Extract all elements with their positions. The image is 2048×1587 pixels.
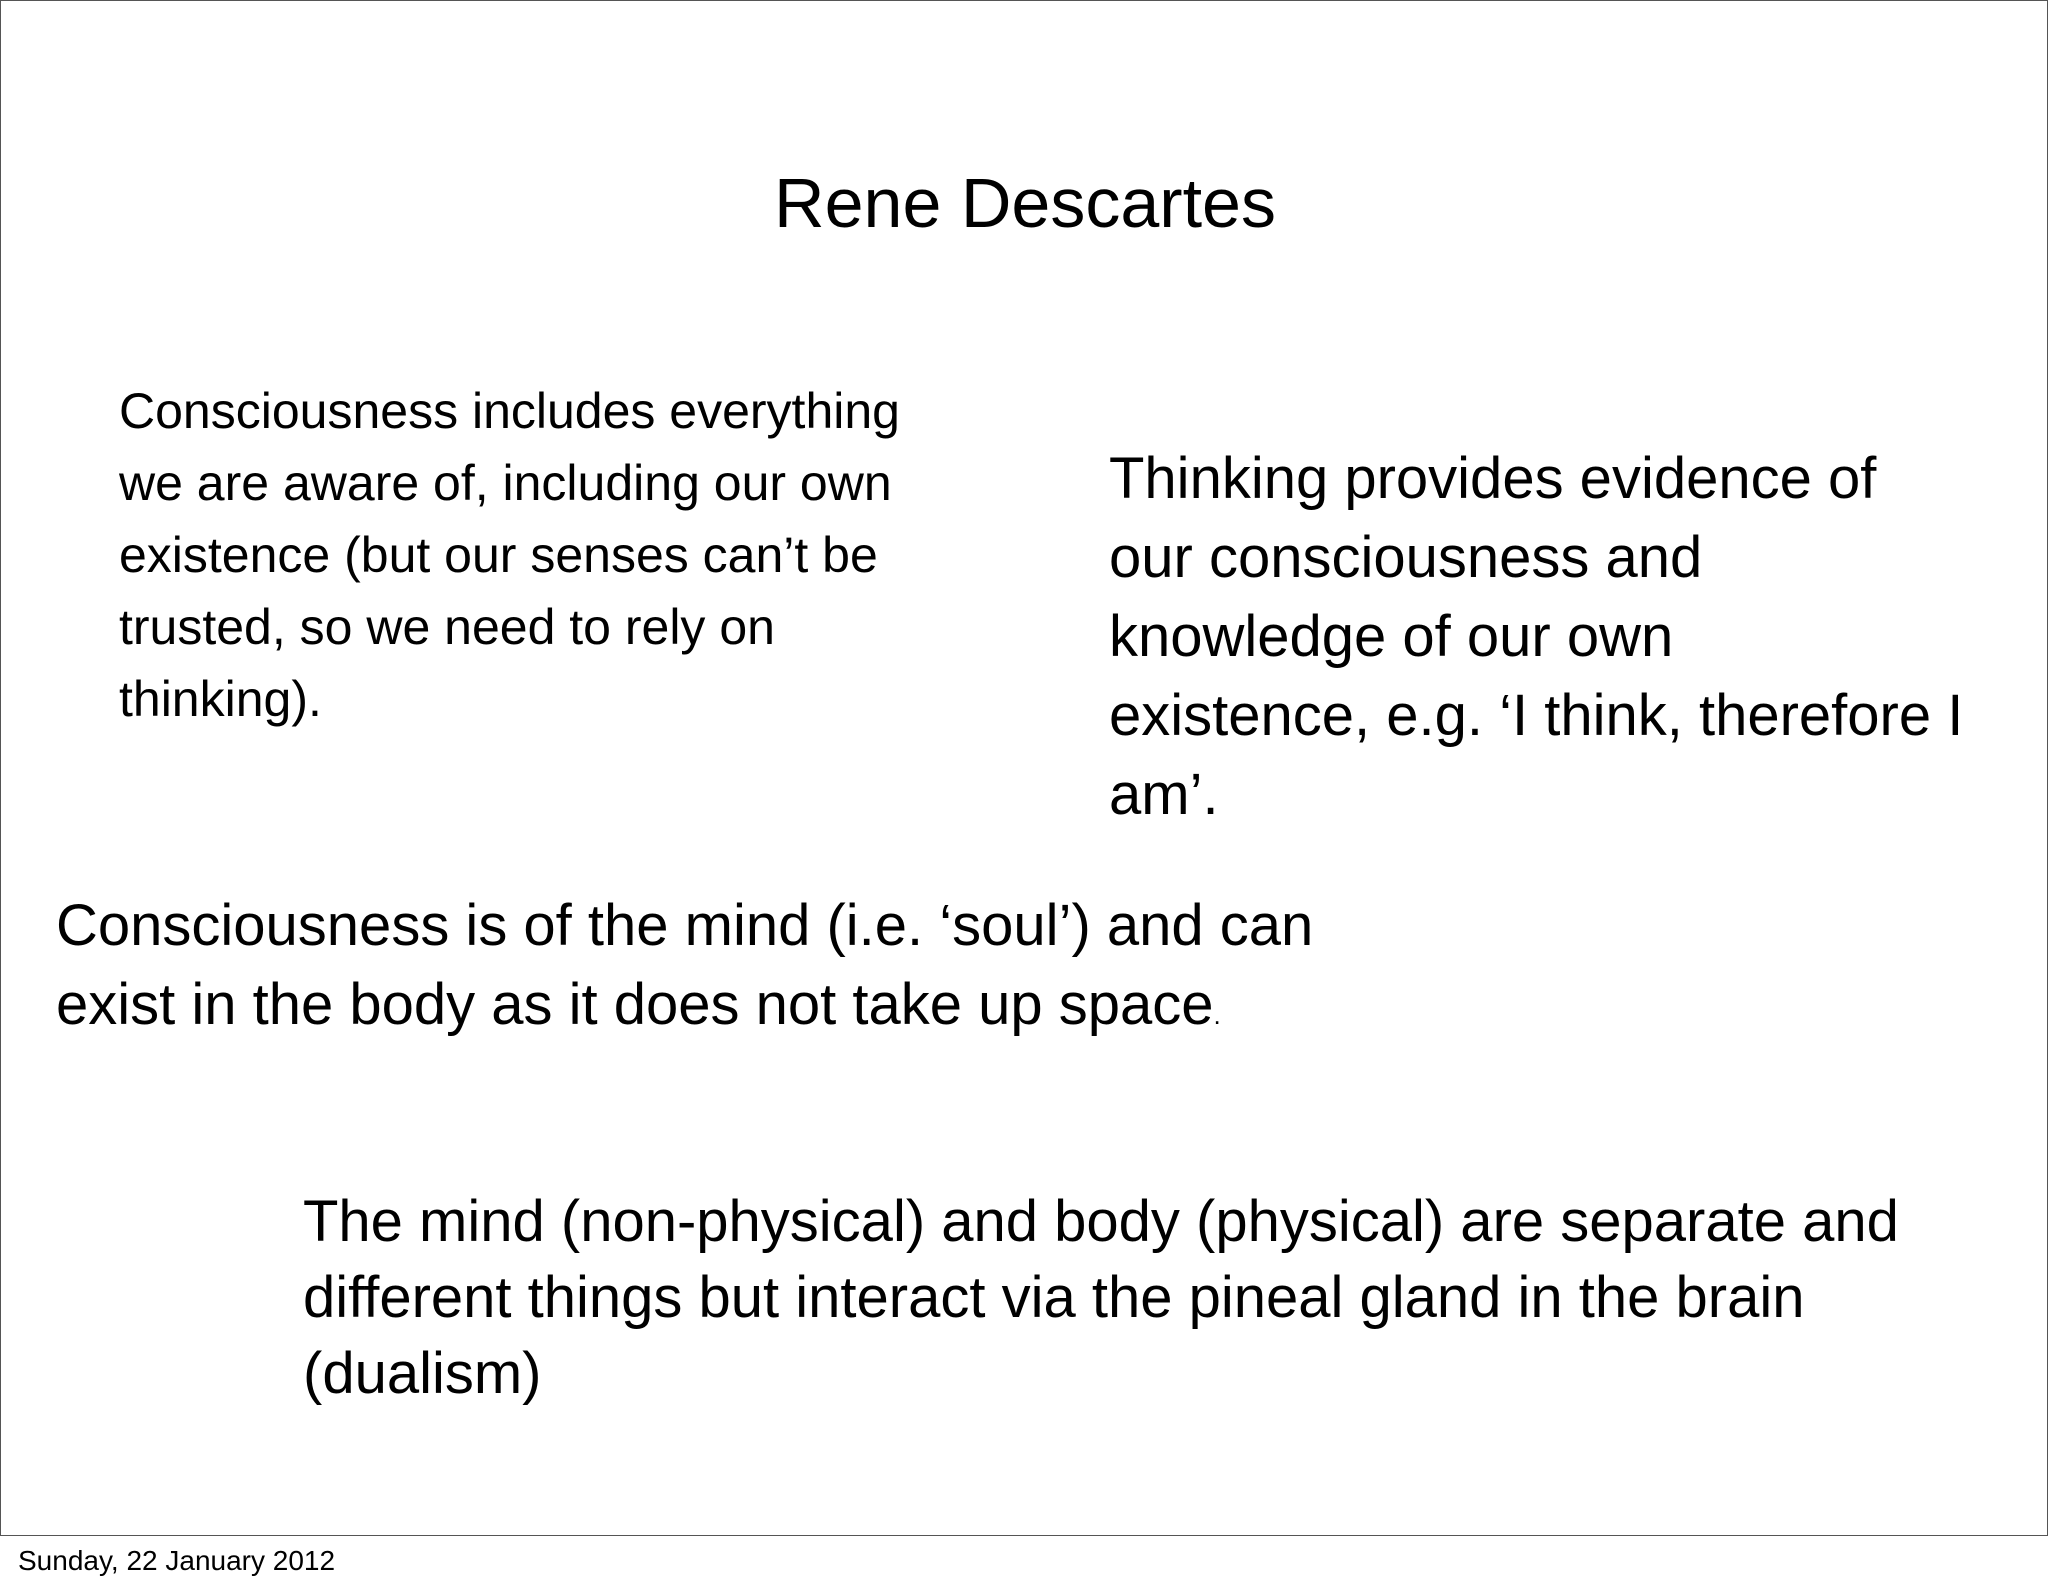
trailing-period: . [1213,1000,1221,1030]
text-line: our consciousness and [1109,525,1703,590]
dualism-block [303,1184,1899,1412]
text-line-content: exist in the body as it does not take up space [56,972,1214,1037]
text-line: knowledge of our own [1109,604,1674,669]
consciousness-awareness-block [119,375,900,735]
text-line: am’. [1109,762,1219,827]
thinking-evidence-block [1109,439,1963,834]
text-line: we are aware of, including our own [119,455,892,511]
text-line: The mind (non-physical) and body (physical) are separate and [303,1189,1899,1254]
text-line: Thinking provides evidence of [1109,446,1877,511]
text-line: thinking). [119,671,322,727]
text-line: trusted, so we need to rely on [119,599,775,655]
text-line: existence, e.g. ‘I think, therefore I [1109,683,1964,748]
mind-soul-block [56,886,1313,1055]
footer-date: Sunday, 22 January 2012 [18,1545,336,1576]
text-line: (dualism) [303,1341,542,1406]
text-line: Consciousness includes everything [119,383,900,439]
text-line: existence (but our senses can’t be [119,527,878,583]
footer-divider [0,1535,2048,1536]
text-line: different things but interact via the pineal gland in the brain [303,1265,1805,1330]
text-line [56,965,1313,1055]
text-line: Consciousness is of the mind (i.e. ‘soul’) and can [56,893,1314,958]
slide-title: Rene Descartes [774,164,1276,242]
